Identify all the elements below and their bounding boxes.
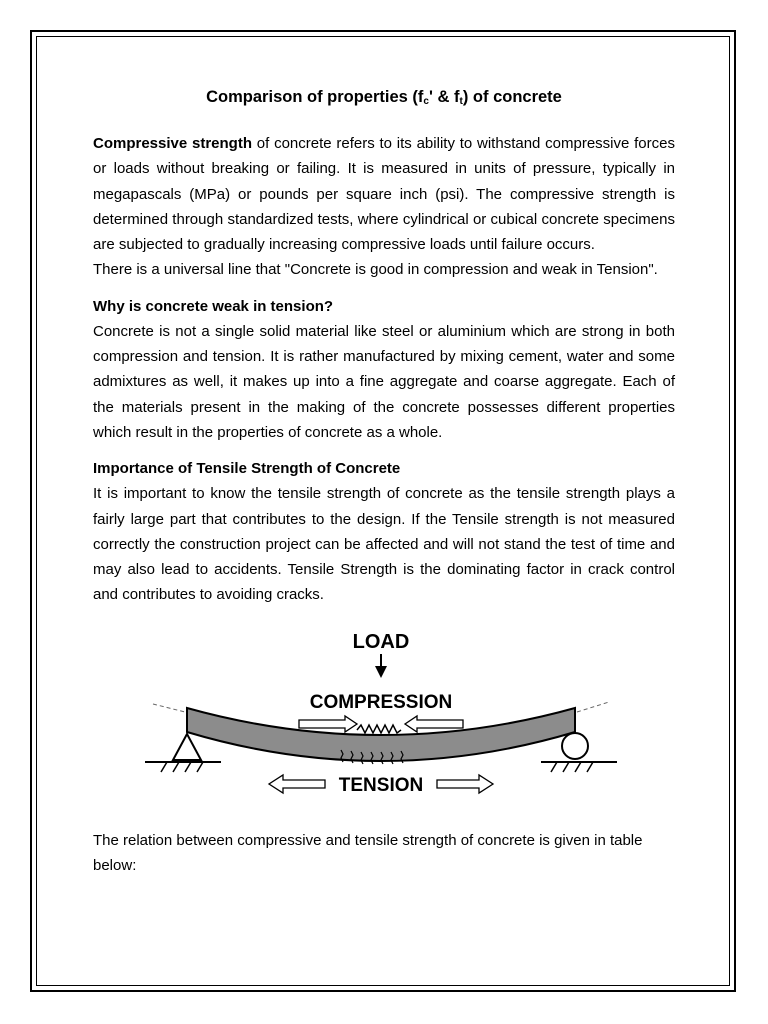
document-body bbox=[93, 86, 675, 878]
page-title: Comparison of properties ($f_c'$ & $f_t$) of concrete bbox=[206, 88, 562, 107]
universal-line: There is a universal line that "Concrete is good in compression and weak in Tension". bbox=[93, 261, 658, 279]
beam-diagram bbox=[145, 622, 625, 802]
right-dash-guide bbox=[577, 702, 609, 712]
load-arrow-head bbox=[375, 666, 387, 678]
paragraph-tensile-importance: It is important to know the tensile strength of concrete as the tensile strength plays a fairly large part that contributes to the design. If the Tensile strength is not measured correctly the construction project can be affected and will not stand the test of time and may also lead to accidents. Tensile Strength is the dominating factor in crack control and contributes to avoiding cracks. bbox=[93, 485, 675, 604]
paragraph-weak-in-tension: Concrete is not a single solid material like steel or aluminium which are strong in both compression and tension. It is rather manufactured by mixing cement, water and some admixtures as well, it makes up into a fine aggregate and coarse aggregate. Each of the materials present in the making of the concrete possesses different properties which result in the properties of concrete as a whole. bbox=[93, 322, 675, 441]
compression-label: COMPRESSION bbox=[309, 691, 453, 713]
roller-support bbox=[562, 733, 588, 759]
compression-arrow-right bbox=[405, 716, 463, 732]
closing-paragraph: The relation between compressive and tensile strength of concrete is given in table below: bbox=[93, 831, 643, 875]
left-dash-guide bbox=[153, 704, 185, 712]
intro-paragraph: Compressive strength of concrete refers to its ability to withstand compressive forces or loads without breaking or failing. It is measured in units of pressure, typically in megapascals (MPa) or pounds per square inch (psi). The compressive strength is determined through standardized tests, where cylindrical or cubical concrete specimens are subjected to gradually increasing compressive loads until failure occurs. bbox=[93, 135, 675, 254]
heading-weak-in-tension: Why is concrete weak in tension? bbox=[93, 297, 334, 315]
load-label: LOAD bbox=[352, 630, 410, 653]
beam-bending-figure bbox=[93, 622, 675, 802]
tension-arrow-right bbox=[437, 775, 493, 793]
pin-support bbox=[173, 734, 201, 760]
compression-arrow-left bbox=[299, 716, 357, 732]
compression-spring bbox=[357, 725, 401, 733]
right-ground-hatch bbox=[551, 762, 593, 772]
heading-tensile-importance: Importance of Tensile Strength of Concrete bbox=[93, 460, 401, 478]
left-ground-hatch bbox=[161, 762, 203, 772]
tension-arrow-left bbox=[269, 775, 325, 793]
tension-label: TENSION bbox=[338, 774, 424, 796]
intro-bold-lead: Compressive strength bbox=[93, 135, 252, 152]
